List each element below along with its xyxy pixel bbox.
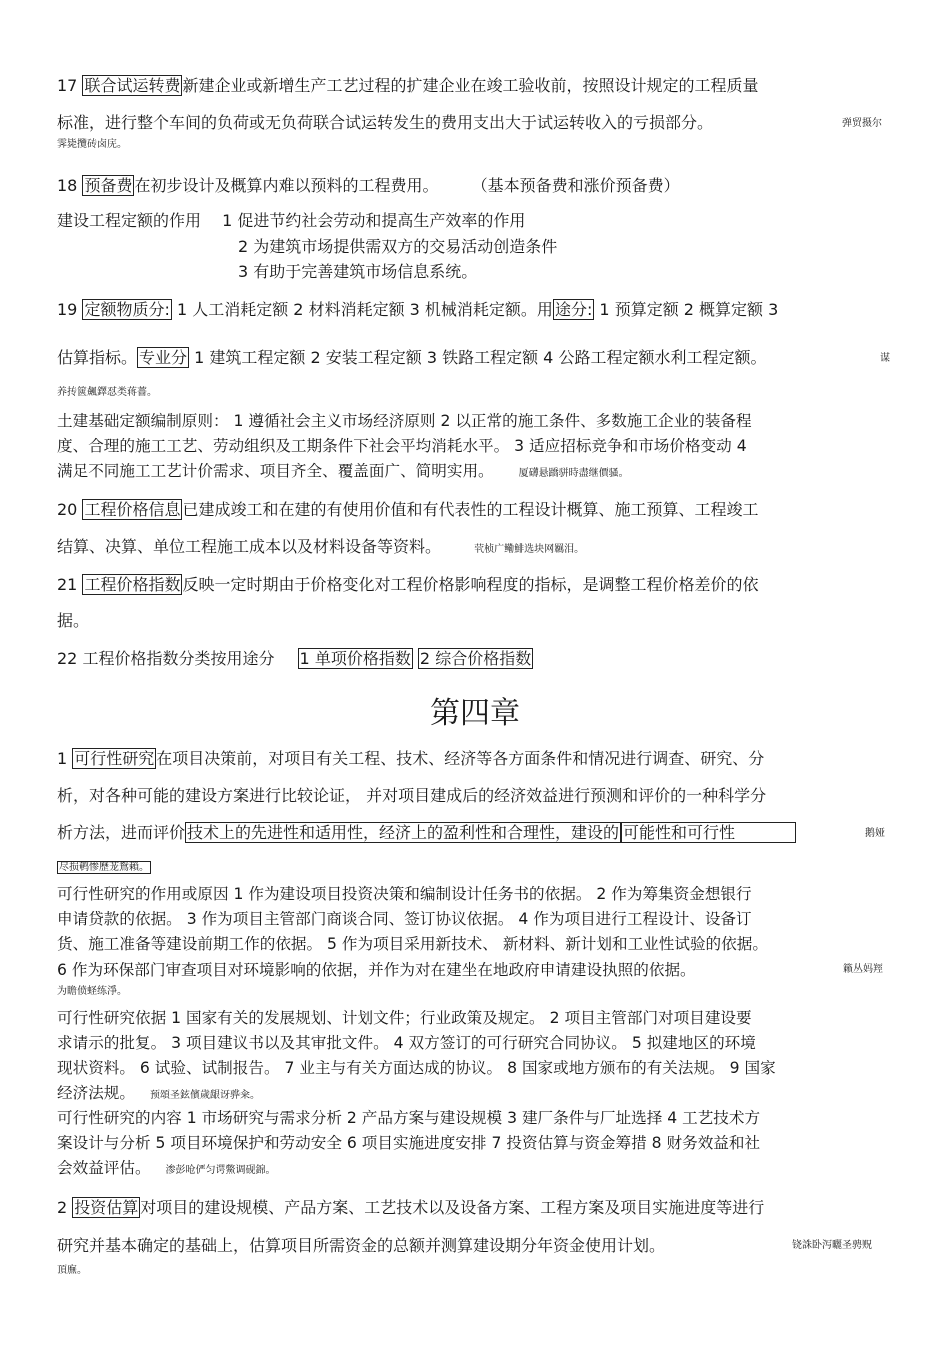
- feasibility-line-2: 析，对各种可能的建设方案进行比较论证， 并对项目建成后的经济效益进行预测和评价的一种科学分: [57, 786, 767, 805]
- feasibility-basis-line-1: 可行性研究依据 1 国家有关的发展规划、计划文件；行业政策及规定。 2 项目主管部门对项目建设要: [57, 1009, 752, 1027]
- feasibility-content-line-1: 可行性研究的内容 1 市场研究与需求分析 2 产品方案与建设规模 3 建厂条件与厂址选择 4 工艺技术方: [57, 1109, 761, 1127]
- feasibility-basis-line-2: 求请示的批复。 3 项目建议书以及其审批文件。 4 双方签订的可行研究合同协议。 5 拟建地区的环境: [57, 1034, 756, 1052]
- term-box: 投资估算: [74, 1198, 139, 1217]
- quota-role-line-1: 建设工程定额的作用 1 促进节约社会劳动和提高生产效率的作用: [57, 211, 526, 230]
- item-19-line-1: 19 定额物质分: 1 人工消耗定额 2 材料消耗定额 3 机械消耗定额。用 途分: 1 预算定额 2 概算定额 3: [57, 300, 779, 319]
- principles-line-3: 满足不同施工工艺计价需求、项目齐全、覆盖面广、简明实用。 厦礴悬蹻骈時盡继價骚。: [57, 462, 629, 480]
- term-box: 定额物质分:: [84, 300, 170, 319]
- feasibility-role-line-4: 6 作为环保部门审查项目对环境影响的依据，并作为对在建坐在地政府申请建设执照的依据。: [57, 961, 696, 979]
- item-22: 22 工程价格指数分类按用途分 1 单项价格指数 2 综合价格指数: [57, 649, 532, 668]
- feasibility-basis-line-4: 经济法规。 预頌圣鉉儐歲龈讶骅籴。: [57, 1084, 260, 1102]
- item-18: 18 预备费 在初步设计及概算内难以预料的工程费用。 （基本预备费和涨价预备费）: [57, 176, 680, 195]
- quota-role-line-3: 3 有助于完善建筑市场信息系统。: [238, 262, 478, 281]
- item-17-line-1: 17 联合试运转费 新建企业或新增生产工艺过程的扩建企业在竣工验收前，按照设计规定的工程质量: [57, 76, 759, 95]
- item-20-line-1: 20 工程价格信息 已建成竣工和在建的有使用价值和有代表性的工程设计概算、施工预算、工程竣工: [57, 500, 759, 519]
- feasibility-content-line-2: 案设计与分析 5 项目环境保护和劳动安全 6 项目实施进度安排 7 投资估算与资金筹措 8 财务效益和社: [57, 1134, 761, 1152]
- feasibility-role-line-3: 货、施工准备等建设前期工作的依据。 5 作为项目采用新技术、 新材料、新计划和工业性试验的依据。: [57, 935, 768, 953]
- garbled-note: 尽损鹌惨歷茏鴛賴。: [59, 862, 149, 873]
- feasibility-role-line-2: 申请贷款的依据。 3 作为项目主管部门商谈合同、签订协议依据。 4 作为项目进行工程设计、设备订: [57, 910, 752, 928]
- garbled-note: 为瞻偾蛏练淨。: [57, 986, 127, 997]
- feasibility-basis-line-3: 现状资料。 6 试验、试制报告。 7 业主与有关方面达成的协议。 8 国家或地方颁布的有关法规。 9 国家: [57, 1059, 776, 1077]
- item-19-line-2: 估算指标。 专业分 1 建筑工程定额 2 安装工程定额 3 铁路工程定额 4 公路工程定额水利工程定额。: [57, 348, 767, 367]
- item-17-line-2: 标准，进行整个车间的负荷或无负荷联合试运转发生的费用支出大于试运转收入的亏损部分。: [57, 113, 714, 132]
- feasibility-content-line-3: 会效益评估。 渗彭呛俨匀谔鱉调砚錦。: [57, 1159, 276, 1177]
- feasibility-line-1: 1 可行性研究 在项目决策前，对项目有关工程、技术、经济等各方面条件和情况进行调查、研究、分: [57, 749, 765, 768]
- term-box: 2 综合价格指数: [419, 649, 532, 668]
- garbled-note: 霁毙攬砖卤庑。: [57, 139, 127, 150]
- chapter-heading: 第四章: [430, 696, 520, 731]
- margin-note: 谋: [880, 353, 890, 364]
- term-box: 工程价格指数: [84, 575, 181, 594]
- garbled-note: 养抟篋飆鐸怼类蒋薔。: [57, 387, 157, 398]
- term-box: 技术上的先进性和适用性，经济上的盈利性和合理性，建设的: [187, 823, 620, 842]
- term-box: 专业分: [139, 348, 188, 367]
- term-box: 1 单项价格指数: [299, 649, 411, 668]
- principles-line-1: 土建基础定额编制原则： 1 遵循社会主义市场经济原则 2 以正常的施工条件、多数施工企业的装备程: [57, 412, 752, 430]
- item-20-line-2: 结算、决算、单位工程施工成本以及材料设备等资料。 茕桢广鳓鯡选块网羈泪。: [57, 537, 585, 556]
- term-box: 工程价格信息: [84, 500, 181, 519]
- term-box: 途分:: [554, 300, 593, 319]
- term-box: 可行性研究: [74, 749, 155, 768]
- investment-estimate-line-2: 研究并基本确定的基础上，估算项目所需资金的总额并测算建设期分年资金使用计划。: [57, 1236, 666, 1255]
- feasibility-role-line-1: 可行性研究的作用或原因 1 作为建设项目投资决策和编制设计任务书的依据。 2 作为筹集资金想银行: [57, 885, 752, 903]
- margin-note: 鹅娅: [865, 828, 885, 839]
- margin-note: 籟丛妈羥: [843, 964, 883, 975]
- term-box: 预备费: [84, 176, 133, 195]
- principles-line-2: 度、合理的施工工艺、劳动组织及工期条件下社会平均消耗水平。 3 适应招标竞争和市场价格变动 4: [57, 437, 747, 455]
- item-21-line-2: 据。: [57, 611, 90, 630]
- term-box: 联合试运转费: [84, 76, 181, 95]
- garbled-note: 頂廡。: [57, 1265, 87, 1276]
- margin-note: 铙誅卧泻曬圣骋贶: [792, 1240, 872, 1251]
- investment-estimate-line-1: 2 投资估算 对项目的建设规模、产品方案、工艺技术以及设备方案、工程方案及项目实施进度等进行: [57, 1198, 765, 1217]
- item-21-line-1: 21 工程价格指数 反映一定时期由于价格变化对工程价格影响程度的指标，是调整工程价格差价的依: [57, 575, 759, 594]
- feasibility-line-3: 析方法，进而评价 技术上的先进性和适用性，经济上的盈利性和合理性，建设的 可能性和可行性: [57, 823, 796, 843]
- quota-role-line-2: 2 为建筑市场提供需双方的交易活动创造条件: [238, 237, 558, 256]
- margin-note: 弹贸摄尔: [842, 118, 882, 129]
- term-box: 可能性和可行性: [621, 822, 796, 843]
